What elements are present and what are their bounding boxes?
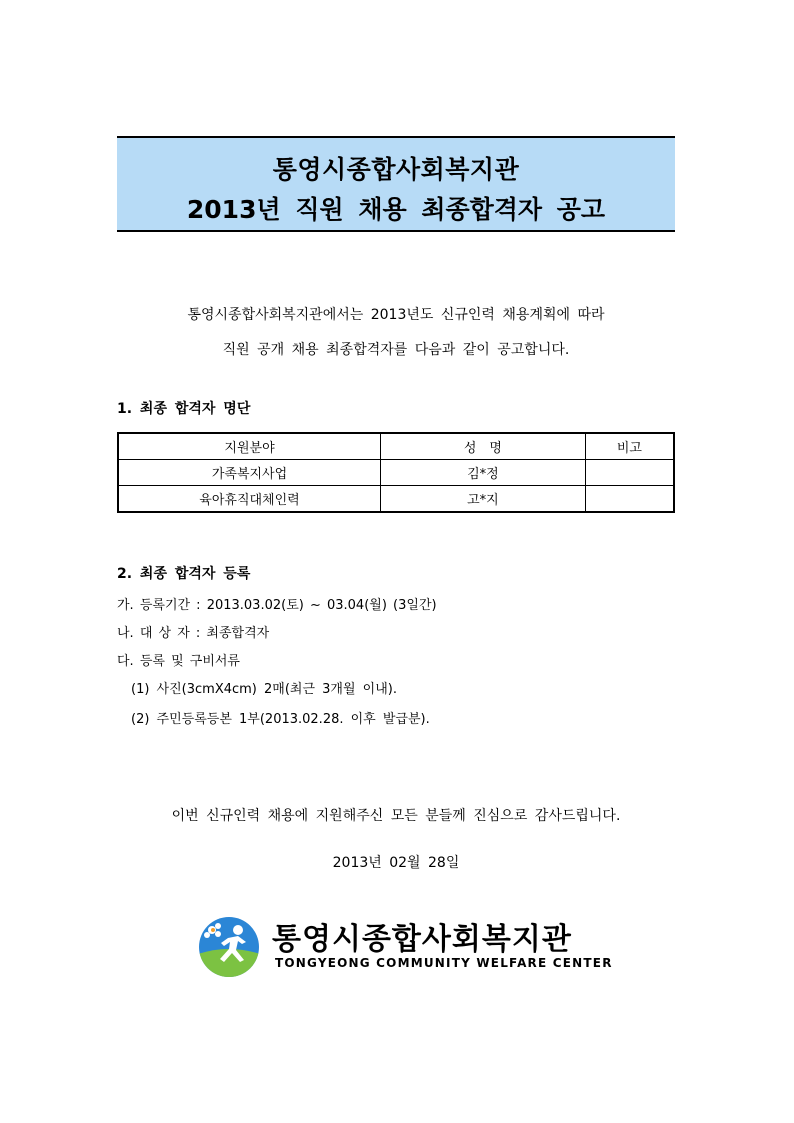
section-heading-registration: 2. 최종 합격자 등록 xyxy=(117,566,251,582)
welfare-center-emblem-icon xyxy=(198,916,260,978)
table-cell-field: 가족복지사업 xyxy=(118,460,381,486)
intro-line-2: 직원 공개 채용 최종합격자를 다음과 같이 공고합니다. xyxy=(222,342,570,358)
table-cell-remarks xyxy=(585,460,674,486)
document-item-photo: (1) 사진(3cmX4cm) 2매(최근 3개월 이내). xyxy=(131,682,397,697)
organization-logo xyxy=(198,912,613,978)
logo-name-english: TONGYEONG COMMUNITY WELFARE CENTER xyxy=(275,956,613,970)
thanks-message: 이번 신규인력 채용에 지원해주신 모든 분들께 진심으로 감사드립니다. xyxy=(171,808,621,824)
document-item-resident-register: (2) 주민등록등본 1부(2013.02.28. 이후 발급분). xyxy=(131,712,430,727)
table-header-name: 성 명 xyxy=(381,433,586,460)
registration-target: 나. 대 상 자 : 최종합격자 xyxy=(117,626,270,641)
section-heading-final-list: 1. 최종 합격자 명단 xyxy=(117,401,251,417)
announcement-date: 2013년 02월 28일 xyxy=(332,855,460,871)
title-banner xyxy=(117,136,675,232)
table-row xyxy=(118,486,674,513)
table-cell-name: 고*지 xyxy=(381,486,586,513)
registration-period: 가. 등록기간 : 2013.03.02(토) ~ 03.04(월) (3일간) xyxy=(117,598,437,613)
table-header-field: 지원분야 xyxy=(118,433,381,460)
table-header-row xyxy=(118,433,674,460)
title-announcement: 2013년 직원 채용 최종합격자 공고 xyxy=(186,195,606,224)
final-candidates-table xyxy=(117,432,675,513)
table-cell-remarks xyxy=(585,486,674,513)
table-cell-field: 육아휴직대체인력 xyxy=(118,486,381,513)
table-header-remarks: 비고 xyxy=(585,433,674,460)
table-row xyxy=(118,460,674,486)
intro-line-1: 통영시종합사회복지관에서는 2013년도 신규인력 채용계획에 따라 xyxy=(187,307,605,323)
logo-name-korean: 통영시종합사회복지관 xyxy=(272,922,572,957)
registration-documents: 다. 등록 및 구비서류 xyxy=(117,654,240,669)
table-cell-name: 김*정 xyxy=(381,460,586,486)
title-organization: 통영시종합사회복지관 xyxy=(272,155,520,184)
